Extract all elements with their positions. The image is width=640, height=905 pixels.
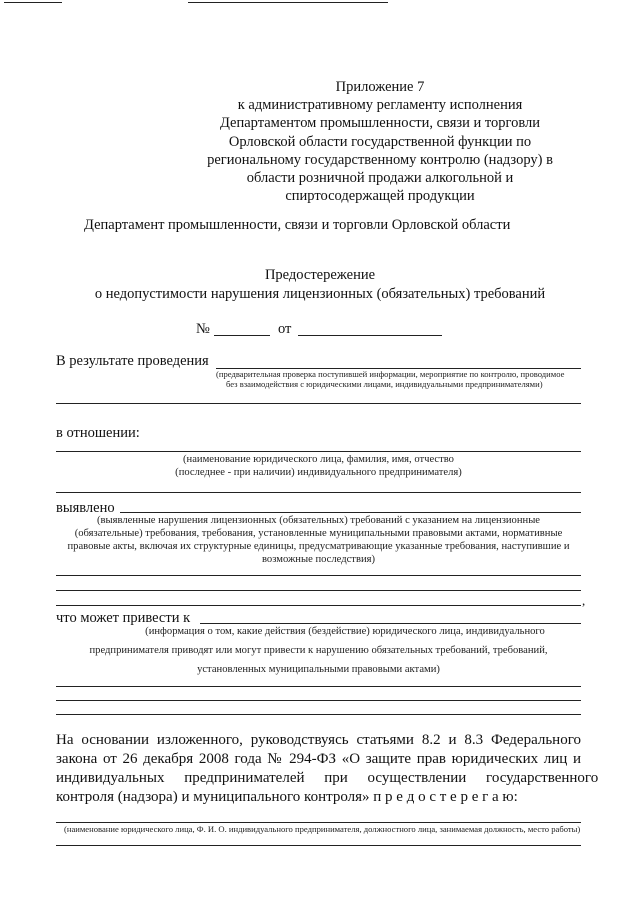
document-subtitle: о недопустимости нарушения лицензионных (обязательных) требований (94, 286, 546, 302)
basis-line-3: индивидуальных предпринимателей при осуществлении государственного (56, 770, 599, 786)
found-hint-2: (обязательные) требования, требования, установленные муниципальными правовыми актами, нормативные (74, 528, 563, 539)
basis-line-1: На основании изложенного, руководствуясь статьями 8.2 и 8.3 Федерального (56, 732, 581, 748)
appendix-line-5: региональному государственному контролю (надзору) в (207, 151, 553, 168)
regarding-field[interactable] (56, 451, 581, 452)
may-lead-hint-1: (информация о том, какие действия (бездействие) юридического лица, индивидуального (145, 626, 545, 637)
document-title: Предостережение (264, 267, 376, 283)
regarding-hint-2: (последнее - при наличии) индивидуального предпринимателя) (175, 467, 462, 478)
may-lead-hint-2: предпринимателя приводят или могут привести к нарушению обязательных требований, требований, (89, 645, 548, 656)
found-label: выявлено (56, 500, 115, 516)
appendix-line-4: Орловской области государственной функции по (228, 133, 532, 150)
found-field-line-4[interactable] (56, 605, 581, 606)
appendix-line-2: к административному регламенту исполнения (237, 97, 523, 114)
found-field[interactable] (120, 512, 581, 513)
warned-party-field[interactable] (56, 822, 581, 823)
found-field-line-3[interactable] (56, 590, 581, 591)
appendix-block (195, 78, 565, 205)
warned-party-hint: (наименование юридического лица, Ф. И. О. индивидуального предпринимателя, должностного лица, занимаемая должность, место работы) (64, 824, 581, 834)
result-hint-2: без взаимодействия с юридическими лицами, индивидуальными предпринимателями) (226, 379, 543, 389)
may-lead-field-line-4[interactable] (56, 714, 581, 715)
appendix-line-7: спиртосодержащей продукции (285, 188, 475, 205)
basis-line-2: закона от 26 декабря 2008 года № 294-ФЗ «О защите прав юридических лиц и (56, 751, 581, 767)
may-lead-hint-3: установленных муниципальными правовыми актами) (197, 664, 440, 675)
found-comma: , (582, 593, 586, 608)
appendix-line-3: Департаментом промышленности, связи и торговли (219, 115, 541, 132)
regarding-label: в отношении: (56, 425, 140, 441)
may-lead-label: что может привести к (56, 610, 191, 626)
number-field[interactable] (214, 335, 270, 336)
date-field[interactable] (298, 335, 442, 336)
number-label: № (196, 321, 210, 337)
found-hint-1: (выявленные нарушения лицензионных (обязательных) требований с указанием на лицензионные (96, 515, 541, 526)
scan-mark-middle (188, 2, 388, 3)
result-label: В результате проведения (56, 353, 209, 369)
result-hint-1: (предварительная проверка поступившей информации, мероприятие по контролю, проводимое (216, 369, 565, 379)
appendix-line-1: Приложение 7 (335, 79, 425, 95)
appendix-line-6: области розничной продажи алкогольной и (246, 170, 514, 187)
found-hint-3: правовые акты, включая их структурные единицы, предусматривающие указанные требования, наступившие и (67, 541, 570, 552)
may-lead-field[interactable] (200, 623, 581, 624)
found-hint-4: возможные последствия) (261, 554, 376, 565)
regarding-hint-1: (наименование юридического лица, фамилия, имя, отчество (183, 454, 454, 465)
warned-party-field-line-2[interactable] (56, 845, 581, 846)
scan-mark-left (4, 2, 62, 3)
result-field-continuation[interactable] (56, 403, 581, 404)
found-field-line-2[interactable] (56, 575, 581, 576)
regarding-field-continuation[interactable] (56, 492, 581, 493)
may-lead-field-line-2[interactable] (56, 686, 581, 687)
department-name: Департамент промышленности, связи и торговли Орловской области (84, 217, 511, 233)
basis-line-4: контроля (надзора) и муниципального контроля» п р е д о с т е р е г а ю: (56, 789, 518, 805)
date-label: от (278, 321, 292, 337)
may-lead-field-line-3[interactable] (56, 700, 581, 701)
